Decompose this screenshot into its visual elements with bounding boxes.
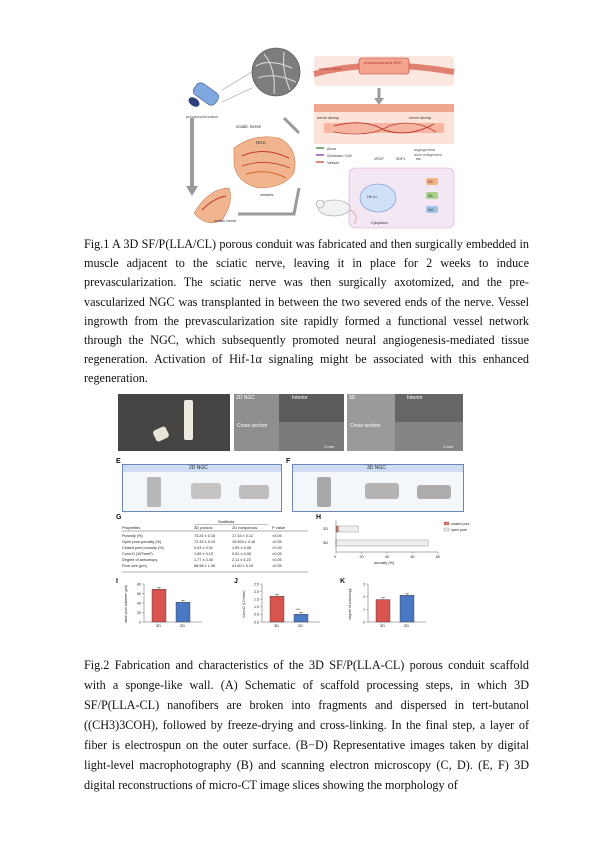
h-legend-label: open pore (451, 528, 468, 532)
label-cytoplasm: Cytoplasm (371, 221, 388, 225)
label-sciatic-nerve-right: sciatic nerve (319, 66, 342, 71)
panel-k-letter: K (340, 578, 346, 585)
legend-axon: Axon (327, 146, 337, 151)
label-sdf1: SDF1 (396, 157, 406, 161)
label-hif: Hif-1α (367, 195, 377, 199)
table-cell: 73.24 ± 0.18 (194, 534, 216, 538)
conduit-illustration (187, 81, 221, 109)
table-cell: Closed pore porosity (%) (122, 546, 164, 550)
table-cell: 41.50 ± 5.19 (232, 564, 254, 568)
sem-scale-c: 1 mm (324, 444, 334, 449)
label-aa: AA (428, 194, 433, 198)
v-tick-label: 0 (363, 620, 365, 625)
sem-label-cross-section-c: Cross section (237, 423, 268, 429)
v-category-label: 2D (404, 624, 409, 628)
table-cell: <0.05 (272, 546, 282, 550)
v-y-axis-label: Conn.D (10³/mm³) (242, 590, 246, 618)
v-tick-label: 1.5 (254, 597, 259, 602)
panel-f-title: 3D NGC (367, 465, 386, 471)
h-bar (338, 526, 358, 532)
v-tick-label: 80 (137, 582, 141, 587)
label-sciatic-nerve-bottom: sciatic nerve (214, 218, 237, 223)
table-cell: <0.05 (272, 540, 282, 544)
panel-d-sem (347, 394, 463, 451)
panel-f-microct (292, 464, 464, 512)
table-cell: 68.98 ± 1.06 (194, 564, 216, 568)
panel-i-chart (122, 580, 218, 632)
v-bar (376, 600, 390, 622)
panel-f-letter: F (286, 458, 291, 465)
label-angiogenesis: angiogenesis (414, 148, 436, 152)
sem-label-interior-d: Interior (407, 395, 423, 401)
label-ngc: NGC (256, 140, 266, 145)
figure-1-legend (316, 146, 352, 165)
label-vessels: vessels (260, 192, 274, 197)
v-tick-label: 2 (363, 594, 365, 599)
panel-h-letter: H (316, 514, 322, 521)
label-nerve-stump-right: nerve stump (409, 115, 432, 120)
label-axon-realignment: axon realignment (414, 153, 442, 157)
panel-i-letter: I (116, 578, 118, 585)
table-header-cell: P value (272, 525, 286, 530)
h-tick-label: 40 (385, 555, 389, 559)
table-cell: 1.90 ± 0.08 (232, 546, 251, 550)
v-category-label: 2D (298, 624, 303, 628)
table-cell: Open pore porosity (%) (122, 540, 162, 544)
figure-2-panels (116, 390, 496, 635)
sem-label-interior-c: Interior (292, 395, 308, 401)
table-cell: Pore size (μm) (122, 564, 147, 568)
table-cell: 0.03 ± 0.31 (194, 546, 213, 550)
table-cell: 15.493 ± 4.16 (232, 540, 256, 544)
panel-e-letter: E (116, 458, 121, 465)
v-tick-label: 0.5 (254, 612, 259, 617)
h-legend-swatch (444, 528, 449, 531)
v-tick-label: 2.0 (254, 589, 259, 594)
table-header-cell: 2D nonporous (232, 525, 258, 530)
table-cell: <0.05 (272, 558, 282, 562)
v-category-label: 3D (380, 624, 385, 628)
figure-1-schematic (174, 38, 458, 233)
label-ea: EA (428, 180, 433, 184)
legend-vessel: Vessel (327, 160, 339, 165)
v-category-label: 3D (274, 624, 279, 628)
v-bar (294, 614, 308, 622)
panel-e-title: 2D NGC (189, 465, 208, 471)
table-cell: Degree of anisotropy (122, 558, 158, 562)
h-bar (336, 540, 428, 546)
v-tick-label: 1.0 (254, 605, 259, 610)
v-category-label: 2D (180, 624, 185, 628)
figure-2-caption: Fig.2 Fabrication and characteristics of the 3D SF/P(LLA-CL) porous conduit scaffold with a sponge-like wall. (A) Schematic of scaffold processing steps, in which 3D SF/P(LLA-CL) nanofibers are broken into fragments and dispersed in tert-butanol ((CH3)3COH), followed by freeze-drying and cross-linking. In the final step, a layer of fiber is electrospun on the outer surface. (B−D) Representative images taken by digital light-level macrophotography (B) and scanning electron microscopy (C, D). (E, F) 3D digital reconstructions of micro-CT image slices showing the morphology of (84, 658, 529, 792)
table-cell: <0.05 (272, 564, 282, 568)
v-tick-label: 20 (137, 610, 141, 615)
v-tick-label: 3 (363, 582, 365, 587)
v-category-label: 3D (156, 624, 161, 628)
table-cell: 0.51 ± 0.05 (232, 552, 251, 556)
table-row (122, 546, 282, 550)
table-cell: 1.69 ± 0.13 (194, 552, 213, 556)
v-tick-label: 40 (137, 601, 141, 606)
table-cell: 1.77 ± 0.40 (194, 558, 213, 562)
table-cell: <0.05 (272, 552, 282, 556)
h-category-label: 2D (323, 526, 329, 531)
table-header-cell: Properties (122, 525, 141, 530)
table-super-header: Scaffolds (218, 519, 235, 524)
panel-b-photo (118, 394, 230, 451)
table-row (122, 552, 282, 556)
panel-k-chart (346, 580, 442, 632)
h-x-axis-label: porosity (%) (374, 561, 395, 565)
table-cell: 17.33 ± 0.12 (232, 534, 254, 538)
h-tick-label: 0 (334, 555, 336, 559)
panel-j-chart (240, 580, 336, 632)
sem-label-2d-ngc: 2D NGC (236, 395, 255, 401)
v-bar (152, 589, 166, 622)
label-ma: MA (428, 208, 434, 212)
panel-h-chart (320, 518, 490, 580)
panel-g-table (122, 518, 312, 576)
table-cell: Conn.D (10³/mm³) (122, 552, 153, 556)
figure-1-caption: Fig.1 A 3D SF/P(LLA/CL) porous conduit was fabricated and then surgically embedded in muscle adjacent to the sciatic nerve, leaving it in place for 2 weeks to induce prevascularization. The sciatic nerve was then surgically axotomized, and the pre-vascularized NGC was transplanted in between the two severed ends of the nerve. Vessel ingrowth from the prevascularization site rapidly formed a functional vessel network through the NGC, which subsequently promoted neural angiogenesis-mediated tissue regeneration. Activation of Hif-1α signaling might be associated with this enhanced regeneration. (84, 237, 529, 386)
sem-scale-d: 1 mm (443, 444, 453, 449)
h-category-label: 3D (323, 540, 329, 545)
v-tick-label: 0.0 (254, 620, 259, 625)
v-tick-label: 2.5 (254, 582, 259, 587)
h-tick-label: 80 (436, 555, 440, 559)
table-row (122, 534, 282, 538)
sem-label-3d: 3D (349, 395, 356, 401)
h-legend-label: closed pore (451, 522, 470, 526)
label-etc: etc. (416, 157, 422, 161)
table-header-cell: 3D porous (194, 525, 213, 530)
label-prevascularization: prevascularization (186, 114, 219, 119)
panel-e-microct (122, 464, 282, 512)
v-bar (400, 595, 414, 622)
v-tick-label: 1 (363, 607, 365, 612)
label-vegf: VEGF (374, 157, 384, 161)
h-bar (336, 526, 338, 532)
v-bar (176, 602, 190, 622)
table-row (122, 558, 282, 562)
panel-j-letter: J (234, 578, 238, 585)
v-bar (270, 596, 284, 622)
v-y-axis-label: degree of anisotropy (348, 588, 352, 620)
figure-1-illustration (174, 38, 458, 233)
label-prevascularized-ngc: prevascularized NGC (364, 60, 403, 65)
table-row (122, 564, 282, 568)
label-nerve-stump-left: nerve stump (317, 115, 340, 120)
label-sciatic-nerve-top: sciatic nerve (236, 124, 262, 129)
v-tick-label: 0 (139, 620, 141, 625)
v-y-axis-label: mean pore diameter (μm) (124, 584, 128, 624)
table-cell: Porosity (%) (122, 534, 143, 538)
h-tick-label: 60 (410, 555, 415, 559)
table-cell: 2.11 ± 0.23 (232, 558, 251, 562)
v-tick-label: 60 (137, 591, 141, 596)
panel-g-letter: G (116, 514, 122, 521)
sem-label-cross-section-d: Cross section (350, 423, 381, 429)
table-row (122, 540, 282, 544)
v-significance: *** (296, 608, 301, 613)
table-cell: 72.33 ± 0.19 (194, 540, 216, 544)
panel-c-sem (234, 394, 344, 451)
h-legend-swatch (444, 522, 449, 525)
legend-schwann-cell: Schwann Cell (327, 153, 352, 158)
table-cell: <0.05 (272, 534, 282, 538)
h-tick-label: 20 (359, 555, 364, 559)
